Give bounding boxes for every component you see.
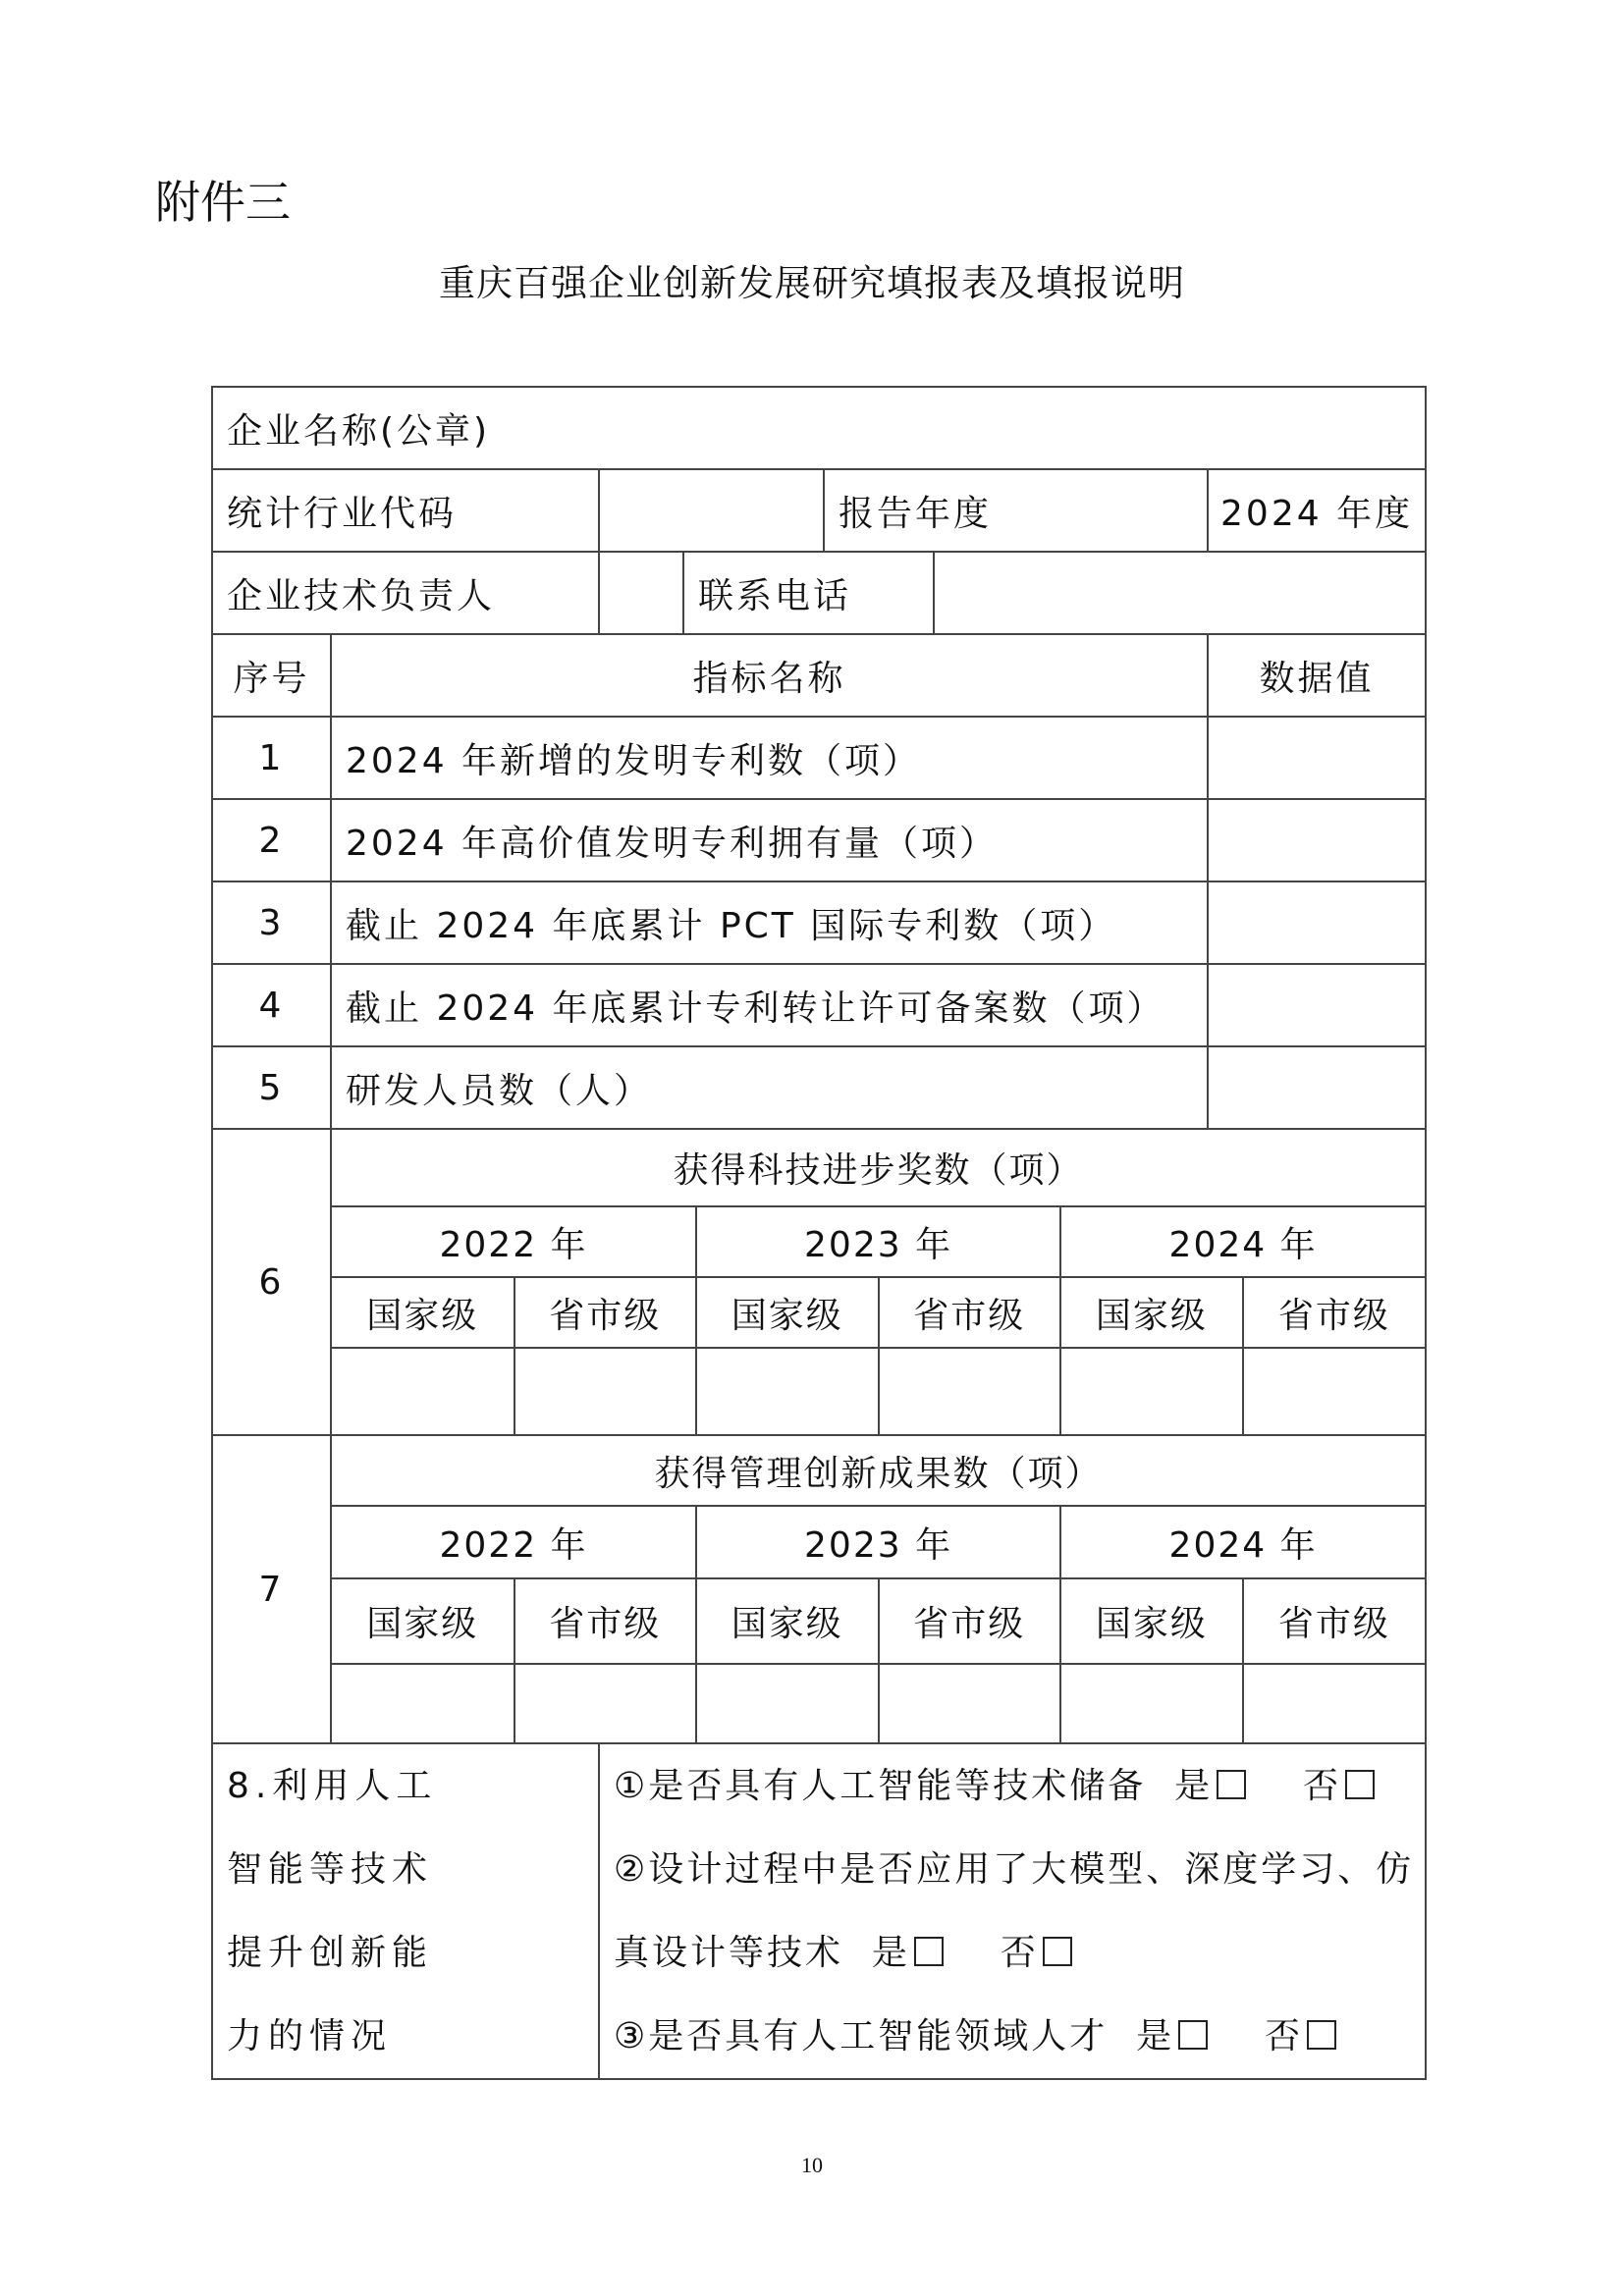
industry-code-field[interactable] — [599, 469, 824, 552]
yes-label: 是 — [1136, 2016, 1175, 2056]
page-number: 10 — [801, 2153, 823, 2177]
report-year-label: 报告年度 — [824, 469, 1208, 552]
yes-label: 是 — [871, 1933, 910, 1973]
table-row — [212, 799, 1426, 881]
ai-question-1 — [600, 1744, 1425, 1828]
ai-question-2 — [600, 1828, 1425, 1995]
no-checkbox[interactable] — [1307, 2020, 1336, 2050]
table-row — [212, 881, 1426, 964]
level-header: 国家级 — [696, 1277, 879, 1348]
col-header-seq: 序号 — [212, 634, 331, 717]
ai-answers-cell — [599, 1743, 1426, 2079]
col-header-value: 数据值 — [1208, 634, 1426, 717]
phone-field[interactable] — [934, 552, 1426, 634]
attachment-label: 附件三 — [155, 176, 291, 229]
award-count-field[interactable] — [879, 1348, 1061, 1434]
innovation-count-field[interactable] — [1060, 1664, 1243, 1742]
award-count-field[interactable] — [1060, 1348, 1243, 1434]
yes-label: 是 — [1174, 1766, 1214, 1806]
ai-label: 8.利用人工智能等技术提升创新能力的情况 — [227, 1766, 438, 2056]
row-value-field[interactable] — [1208, 964, 1426, 1046]
innovation-count-field[interactable] — [879, 1664, 1061, 1742]
year-header: 2023 年 — [696, 1506, 1060, 1578]
row-indicator: 2024 年高价值发明专利拥有量（项） — [331, 799, 1208, 881]
level-header: 国家级 — [1060, 1277, 1243, 1348]
year-header: 2023 年 — [696, 1206, 1060, 1277]
row-indicator: 研发人员数（人） — [331, 1046, 1208, 1129]
ai-label-cell — [212, 1743, 599, 2079]
tech-lead-label: 企业技术负责人 — [212, 552, 599, 634]
row-seq: 4 — [212, 964, 331, 1046]
yes-checkbox[interactable] — [1217, 1770, 1246, 1799]
level-header: 国家级 — [696, 1578, 879, 1664]
row-seq: 5 — [212, 1046, 331, 1129]
level-header: 国家级 — [332, 1578, 514, 1664]
award-row — [212, 1129, 1426, 1435]
row-value-field[interactable] — [1208, 717, 1426, 799]
level-header: 省市级 — [879, 1578, 1061, 1664]
row-seq: 3 — [212, 881, 331, 964]
yes-checkbox[interactable] — [1178, 2020, 1208, 2050]
row-seq: 1 — [212, 717, 331, 799]
innovation-count-field[interactable] — [514, 1664, 697, 1742]
innovation-subtable — [332, 1436, 1425, 1742]
industry-code-label: 统计行业代码 — [212, 469, 599, 552]
innovation-title: 获得管理创新成果数（项） — [332, 1436, 1425, 1506]
innovation-count-field[interactable] — [1243, 1664, 1426, 1742]
col-header-indicator: 指标名称 — [331, 634, 1208, 717]
row-seq: 7 — [212, 1435, 331, 1743]
ai-row — [212, 1743, 1426, 2079]
question-text: ②设计过程中是否应用了大模型、深度学习、仿真设计等技术 — [614, 1849, 1415, 1973]
row-value-field[interactable] — [1208, 1046, 1426, 1129]
row-value-field[interactable] — [1208, 799, 1426, 881]
question-text: ③是否具有人工智能领域人才 — [614, 2016, 1109, 2056]
no-label: 否 — [1302, 1766, 1341, 1806]
level-header: 省市级 — [514, 1277, 697, 1348]
yes-checkbox[interactable] — [914, 1937, 944, 1966]
award-title: 获得科技进步奖数（项） — [332, 1130, 1425, 1206]
innovation-subtable-cell — [331, 1435, 1426, 1743]
row-indicator: 截止 2024 年底累计专利转让许可备案数（项） — [331, 964, 1208, 1046]
table-row — [212, 717, 1426, 799]
year-header: 2024 年 — [1060, 1506, 1425, 1578]
year-header: 2024 年 — [1060, 1206, 1425, 1277]
row-value-field[interactable] — [1208, 881, 1426, 964]
award-subtable-cell — [331, 1129, 1426, 1435]
row-indicator: 截止 2024 年底累计 PCT 国际专利数（项） — [331, 881, 1208, 964]
no-label: 否 — [1264, 2016, 1303, 2056]
innovation-row — [212, 1435, 1426, 1743]
innovation-count-field[interactable] — [332, 1664, 514, 1742]
innovation-count-field[interactable] — [696, 1664, 879, 1742]
level-header: 省市级 — [514, 1578, 697, 1664]
no-checkbox[interactable] — [1043, 1937, 1072, 1966]
level-header: 国家级 — [1060, 1578, 1243, 1664]
company-name-label[interactable]: 企业名称(公章) — [212, 387, 1426, 469]
year-header: 2022 年 — [332, 1206, 696, 1277]
table-row — [212, 1046, 1426, 1129]
level-header: 省市级 — [1243, 1277, 1426, 1348]
year-header: 2022 年 — [332, 1506, 696, 1578]
row-indicator: 2024 年新增的发明专利数（项） — [331, 717, 1208, 799]
award-count-field[interactable] — [1243, 1348, 1426, 1434]
level-header: 省市级 — [1243, 1578, 1426, 1664]
report-form — [211, 386, 1427, 2080]
row-seq: 2 — [212, 799, 331, 881]
row-seq: 6 — [212, 1129, 331, 1435]
table-row — [212, 964, 1426, 1046]
question-text: ①是否具有人工智能等技术储备 — [614, 1766, 1147, 1806]
award-subtable — [332, 1130, 1425, 1434]
award-count-field[interactable] — [696, 1348, 879, 1434]
tech-lead-field[interactable] — [599, 552, 683, 634]
report-year-value[interactable]: 2024 年度 — [1208, 469, 1426, 552]
award-count-field[interactable] — [332, 1348, 514, 1434]
phone-label: 联系电话 — [683, 552, 934, 634]
ai-question-3 — [600, 1995, 1425, 2078]
award-count-field[interactable] — [514, 1348, 697, 1434]
level-header: 省市级 — [879, 1277, 1061, 1348]
level-header: 国家级 — [332, 1277, 514, 1348]
page-title: 重庆百强企业创新发展研究填报表及填报说明 — [439, 262, 1185, 304]
no-label: 否 — [1000, 1933, 1039, 1973]
no-checkbox[interactable] — [1345, 1770, 1375, 1799]
